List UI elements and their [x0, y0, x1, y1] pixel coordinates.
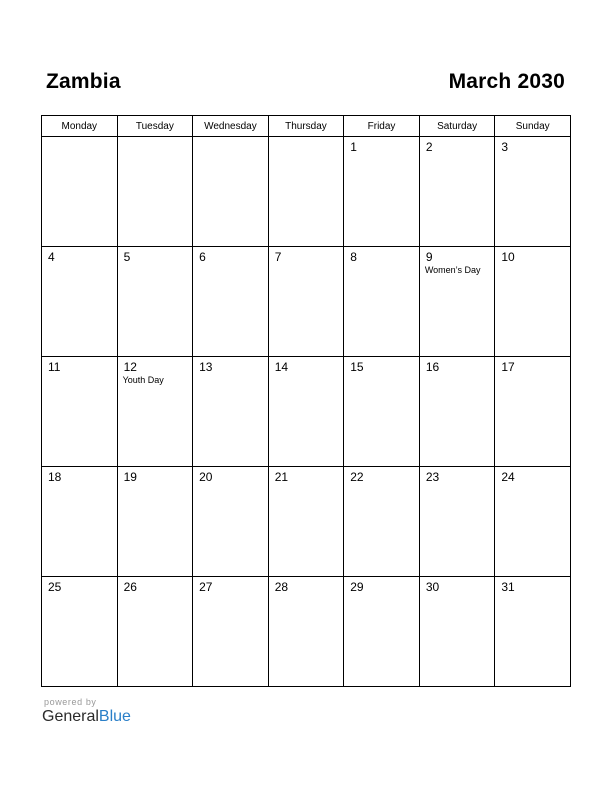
- generalblue-logo: [42, 708, 131, 726]
- calendar-grid: [41, 115, 571, 687]
- day-cell: [42, 247, 118, 357]
- day-number: 3: [501, 140, 509, 154]
- day-cell: [193, 247, 269, 357]
- day-cell: [193, 137, 269, 247]
- day-number: [118, 137, 193, 140]
- day-cell: [268, 137, 344, 247]
- weekday-header-tuesday: Tuesday: [117, 116, 193, 137]
- day-number: 31: [501, 580, 515, 594]
- day-cell: [268, 577, 344, 687]
- week-row-2: [42, 247, 571, 357]
- day-cell: [268, 247, 344, 357]
- day-cell: [268, 357, 344, 467]
- day-cell: [344, 247, 420, 357]
- day-number: 10: [501, 250, 515, 264]
- day-number: 16: [425, 360, 440, 374]
- day-cell: [117, 137, 193, 247]
- day-number: 27: [199, 580, 213, 594]
- day-number: 26: [123, 580, 137, 594]
- day-number: 9: [425, 250, 433, 264]
- weekday-header-wednesday: Wednesday: [193, 116, 269, 137]
- holiday-label: Youth Day: [122, 375, 164, 385]
- day-number: 8: [350, 250, 357, 264]
- day-number: 15: [350, 360, 364, 374]
- day-cell: [344, 137, 420, 247]
- weekday-header-friday: Friday: [344, 116, 420, 137]
- week-row-3: [42, 357, 571, 467]
- day-cell: [419, 577, 495, 687]
- day-cell: [42, 467, 118, 577]
- day-number: 1: [350, 140, 357, 154]
- day-cell: [268, 467, 344, 577]
- weekday-header-saturday: Saturday: [419, 116, 495, 137]
- day-cell: [42, 577, 118, 687]
- day-number: 7: [274, 250, 282, 264]
- day-number: 12: [123, 360, 137, 374]
- day-number: 6: [199, 250, 206, 264]
- day-number: 4: [48, 250, 55, 264]
- day-cell: [193, 577, 269, 687]
- weekday-header-thursday: Thursday: [268, 116, 344, 137]
- day-number: 14: [274, 360, 289, 374]
- day-number: 24: [501, 470, 515, 484]
- day-cell: [419, 357, 495, 467]
- brand-general: General: [42, 708, 99, 725]
- day-cell: [344, 467, 420, 577]
- month-title: March 2030: [448, 70, 565, 93]
- day-cell: [344, 577, 420, 687]
- day-number: 11: [48, 360, 61, 374]
- day-number: 21: [274, 470, 289, 484]
- day-cell: [193, 467, 269, 577]
- holiday-label: Women’s Day: [424, 265, 481, 275]
- day-cell: [117, 357, 193, 467]
- day-number: 29: [350, 580, 364, 594]
- day-cell: [495, 247, 571, 357]
- day-number: 13: [199, 360, 213, 374]
- week-row-4: [42, 467, 571, 577]
- day-cell: [344, 357, 420, 467]
- weekday-header-monday: Monday: [42, 116, 118, 137]
- powered-by-text: powered by: [44, 697, 97, 707]
- day-cell: [117, 577, 193, 687]
- day-number: 17: [501, 360, 515, 374]
- brand-blue: Blue: [98, 708, 131, 725]
- day-number: 5: [123, 250, 131, 264]
- country-title: Zambia: [46, 70, 121, 93]
- day-cell: [117, 467, 193, 577]
- week-row-5: [42, 577, 571, 687]
- day-number: [42, 137, 117, 140]
- day-cell: [419, 137, 495, 247]
- weekday-header-row: [42, 116, 571, 137]
- day-number: 2: [425, 140, 433, 154]
- day-cell: [42, 137, 118, 247]
- day-number: 23: [425, 470, 440, 484]
- day-cell: [495, 137, 571, 247]
- day-cell: [495, 577, 571, 687]
- day-cell: [193, 357, 269, 467]
- day-number: 18: [48, 470, 62, 484]
- day-number: 25: [48, 580, 62, 594]
- day-cell: [419, 247, 495, 357]
- day-cell: [419, 467, 495, 577]
- day-number: [269, 137, 344, 140]
- day-cell: [495, 467, 571, 577]
- week-row-1: [42, 137, 571, 247]
- day-cell: [42, 357, 118, 467]
- day-number: 28: [274, 580, 289, 594]
- day-cell: [495, 357, 571, 467]
- day-cell: [117, 247, 193, 357]
- day-number: 19: [123, 470, 137, 484]
- weekday-header-sunday: Sunday: [495, 116, 571, 137]
- day-number: [193, 137, 268, 140]
- day-number: 30: [425, 580, 440, 594]
- day-number: 20: [199, 470, 213, 484]
- day-number: 22: [350, 470, 364, 484]
